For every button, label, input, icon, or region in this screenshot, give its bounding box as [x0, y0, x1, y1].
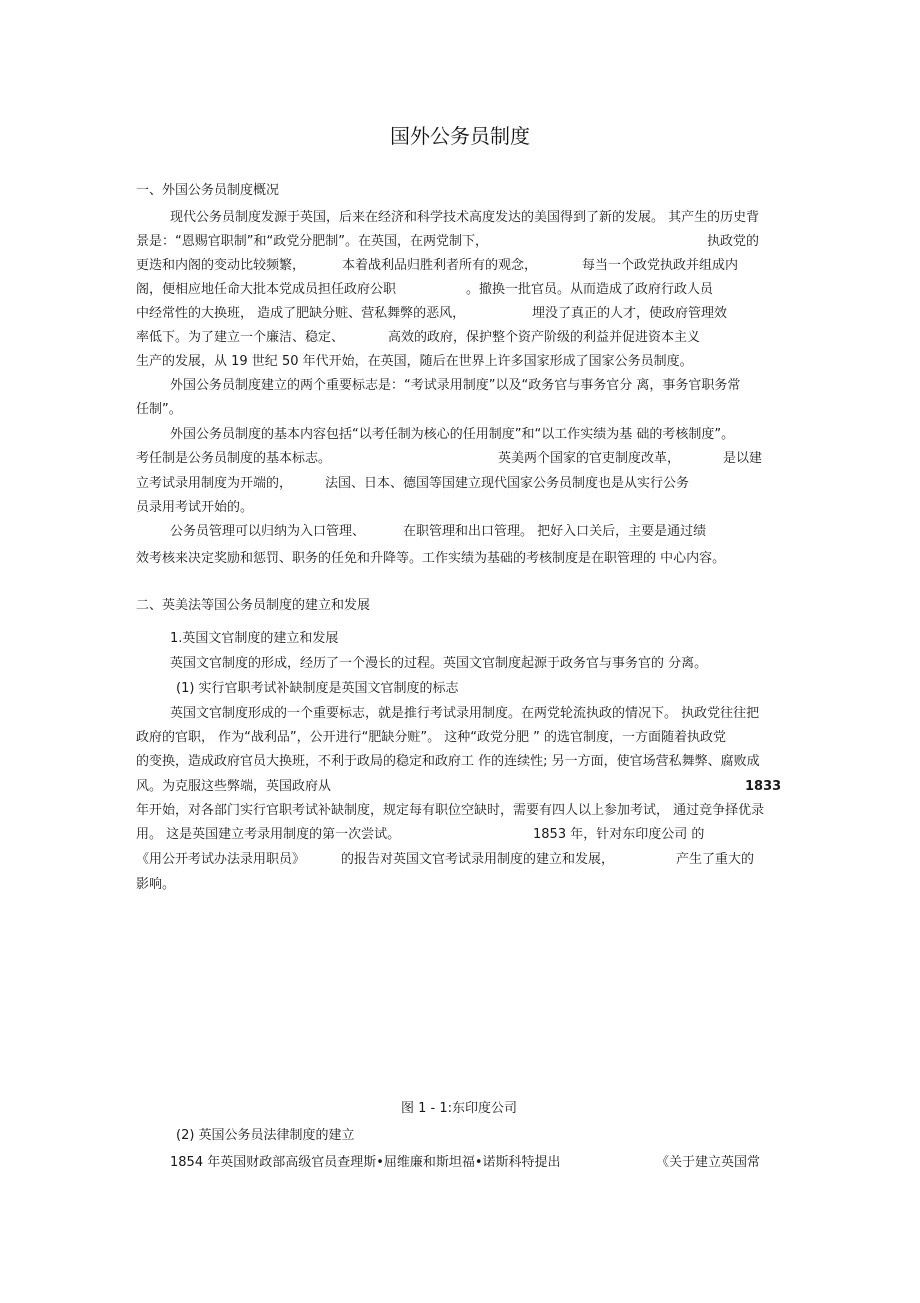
- paragraph-line: 年开始，对各部门实行官职考试补缺制度，规定每有职位空缺时，需要有四人以上参加考试， 通过竞争择优录: [136, 803, 765, 818]
- paragraph-line: 。撤换一批官员。从而造成了政府行政人员: [466, 282, 714, 297]
- paragraph-line: 执政党的: [707, 234, 760, 249]
- paragraph-line: 英国文官制度的形成，经历了一个漫长的过程。英国文官制度起源于政务官与事务官的 分离。: [170, 656, 708, 671]
- subsection-heading: 1.英国文官制度的建立和发展: [170, 631, 339, 646]
- paragraph-line: 率低下。为了建立一个廉洁、稳定、: [136, 330, 345, 345]
- paragraph-line: 员录用考试开始的。: [136, 500, 254, 515]
- paragraph-line: 效考核来决定奖励和惩罚、职务的任免和升降等。工作实绩为基础的考核制度是在职管理的 中心内容。: [136, 551, 726, 566]
- paragraph-line: 的报告对英国文官考试录用制度的建立和发展，: [341, 852, 615, 867]
- paragraph-line: 外国公务员制度建立的两个重要标志是：“考试录用制度”以及“政务官与事务官分 离，事务官职务常: [170, 378, 741, 393]
- paragraph-line: 本着战利品归胜利者所有的观念，: [342, 258, 538, 273]
- paragraph-line: 任制”。: [136, 402, 182, 417]
- paragraph-line: 影响。: [136, 877, 176, 892]
- paragraph-line: 高效的政府，保护整个资产阶级的利益并促进资本主义: [388, 330, 701, 345]
- paragraph-line: 更迭和内阁的变动比较频繁，: [136, 258, 306, 273]
- paragraph-line: 1854 年英国财政部高级官员查理斯•屈维廉和斯坦福•诺斯科特提出: [170, 1155, 561, 1170]
- paragraph-line: 立考试录用制度为开端的，: [136, 476, 293, 491]
- paragraph-line: 《关于建立英国常: [656, 1155, 761, 1170]
- paragraph-line: 外国公务员制度的基本内容包括“以考任制为核心的任用制度”和“以工作实绩为基 础的考核制度”。: [170, 427, 735, 442]
- paragraph-line: 阁，便相应地任命大批本党成员担任政府公职: [136, 282, 397, 297]
- paragraph-line: 《用公开考试办法录用职员》: [136, 852, 306, 867]
- paragraph-line: 1833: [745, 779, 782, 794]
- paragraph-line: 中经常性的大换班， 造成了肥缺分赃、营私舞弊的恶风，: [136, 306, 466, 321]
- section-2-heading: 二、英美法等国公务员制度的建立和发展: [136, 598, 371, 613]
- paragraph-line: 用。 这是英国建立考录用制度的第一次尝试。: [136, 827, 401, 842]
- paragraph-line: 考任制是公务员制度的基本标志。: [136, 451, 332, 466]
- figure-caption: 图 1 - 1:东印度公司: [401, 1101, 518, 1116]
- page-title: 国外公务员制度: [390, 124, 530, 148]
- paragraph-line: 政府的官职， 作为“战利品”，公开进行“肥缺分赃”。 这种“政党分肥 ” 的选官制度，一方面随着执政党: [136, 730, 726, 745]
- paragraph-line: 埋没了真正的人才，使政府管理效: [532, 306, 728, 321]
- paragraph-line: 产生了重大的: [676, 852, 755, 867]
- paragraph-line: 法国、日本、德国等国建立现代国家公务员制度也是从实行公务: [325, 476, 690, 491]
- paragraph-line: 的变换，造成政府官员大换班，不利于政局的稳定和政府工 作的连续性; 另一方面，使官场营私舞弊、腐败成: [136, 754, 760, 769]
- paragraph-line: 景是：“恩赐官职制”和“政党分肥制”。在英国，在两党制下，: [136, 234, 488, 249]
- paragraph-line: 1853 年，针对东印度公司 的: [533, 827, 705, 842]
- paragraph-line: 英国文官制度形成的一个重要标志，就是推行考试录用制度。在两党轮流执政的情况下。 执政党往往把: [170, 706, 760, 721]
- list-item: (2) 英国公务员法律制度的建立: [176, 1128, 355, 1143]
- paragraph-line: 风。为克服这些弊端，英国政府从: [136, 779, 332, 794]
- paragraph-line: 现代公务员制度发源于英国，后来在经济和科学技术高度发达的美国得到了新的发展。 其产生的历史背: [170, 210, 760, 225]
- paragraph-line: 生产的发展，从 19 世纪 50 年代开始，在英国，随后在世界上许多国家形成了国家公务员制度。: [136, 354, 693, 369]
- paragraph-line: 是以建: [723, 451, 763, 466]
- section-1-heading: 一、外国公务员制度概况: [136, 183, 280, 198]
- paragraph-line: 英美两个国家的官吏制度改革，: [498, 451, 681, 466]
- paragraph-line: 每当一个政党执政并组成内: [582, 258, 739, 273]
- list-item: (1) 实行官职考试补缺制度是英国文官制度的标志: [176, 681, 459, 696]
- paragraph-line: 在职管理和出口管理。 把好入口关后，主要是通过绩: [403, 524, 707, 539]
- paragraph-line: 公务员管理可以归纳为入口管理、: [170, 524, 366, 539]
